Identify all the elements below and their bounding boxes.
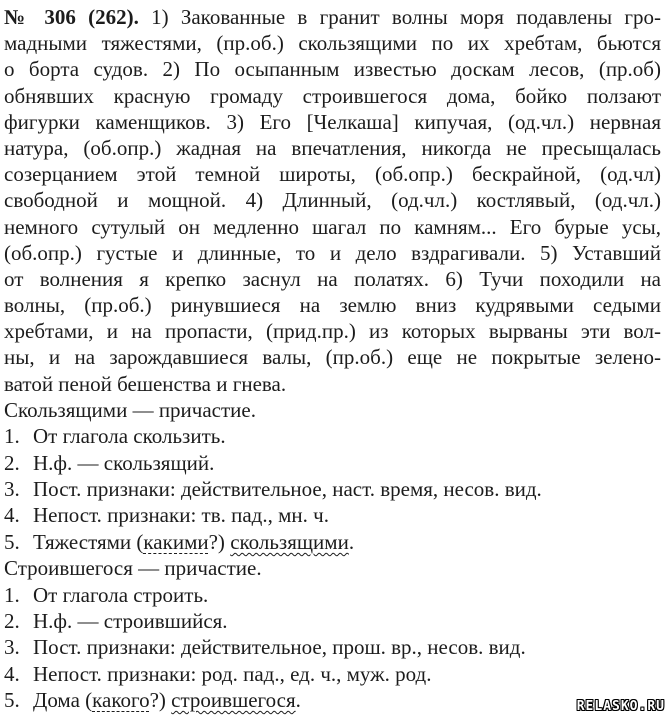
list-item-text [33, 687, 661, 713]
item5-prefix: Тяжестями ( [33, 529, 144, 554]
paragraph-line [4, 4, 661, 30]
analysis-block-skolzyashchimi [4, 397, 661, 555]
list-item-number: 3. [4, 635, 20, 660]
list-item-text: От глагола строить. [33, 582, 209, 607]
paragraph-line: от волнения я крепко заснул на полатях. 6) Тучи походили на [4, 266, 661, 291]
list-item-number: 4. [4, 661, 20, 686]
participle-word: скользящими [230, 529, 349, 554]
paragraph-line: хребтами, и на пропасти, (прид.пр.) из которых вырваны эти вол- [4, 319, 661, 344]
watermark-logo: RELASKO.RU [576, 699, 665, 714]
list-item [4, 582, 661, 608]
analysis-title: Строившегося — причастие. [4, 556, 262, 581]
list-item-number: 2. [4, 450, 20, 475]
list-item-text: От глагола скользить. [33, 424, 226, 449]
paragraph-line: о борта судов. 2) По осыпанным известью доскам лесов, (пр.об) [4, 57, 661, 82]
list-item-number: 1. [4, 582, 20, 607]
question-word: какого [92, 688, 150, 713]
analysis-title: Скользящими — причастие. [4, 397, 256, 422]
exercise-paragraph [4, 4, 661, 397]
item5-end: . [348, 529, 355, 554]
list-item [4, 529, 661, 555]
list-item-text [33, 529, 661, 555]
item5-end: . [295, 688, 301, 713]
list-item-number: 2. [4, 608, 20, 633]
item5-mid: ?) [208, 529, 231, 554]
paragraph-line: (об.опр.) густые и длинные, то и дело вздрагивали. 5) Уставший [4, 240, 661, 265]
list-item [4, 608, 661, 634]
list-item-text: Пост. признаки: действительное, прош. вр., несов. вид. [33, 635, 526, 660]
list-item-text: Н.ф. — скользящий. [33, 450, 215, 475]
exercise-number: № 306 (262). [4, 5, 139, 29]
list-item-text: Н.ф. — строившийся. [33, 608, 228, 633]
list-item [4, 661, 661, 687]
item5-mid: ?) [149, 688, 172, 713]
list-item [4, 502, 661, 528]
paragraph-line: немного сутулый он медленно шагал по камням... Его бурые усы, [4, 214, 661, 239]
item5-prefix: Дома ( [33, 688, 93, 713]
list-item-number: 3. [4, 476, 20, 501]
paragraph-line-text: 1) Закованные в гранит волны моря подавлены гро- [138, 5, 661, 29]
list-item-text: Непост. признаки: тв. пад., мн. ч. [33, 503, 329, 528]
list-item [4, 687, 661, 713]
paragraph-line: мадными тяжестями, (пр.об.) скользящими по их хребтам, бьются [4, 31, 661, 56]
paragraph-line: натура, (об.опр.) жадная на впечатления, никогда не пресыщалась [4, 135, 661, 160]
list-item-number: 1. [4, 424, 20, 449]
list-item-text: Непост. признаки: род. пад., ед. ч., муж. род. [33, 661, 432, 686]
list-item-number: 5. [4, 688, 20, 713]
list-item-text: Пост. признаки: действительное, наст. время, несов. вид. [33, 476, 542, 501]
paragraph-line: фигурки каменщиков. 3) Его [Челкаша] кипучая, (од.чл.) нервная [4, 109, 661, 134]
analysis-block-stroivshegosya [4, 555, 661, 713]
paragraph-line: обнявших красную громаду строившегося дома, бойко ползают [4, 83, 661, 108]
paragraph-line: ватой пеной бешенства и гнева. [4, 371, 287, 396]
list-item [4, 450, 661, 476]
paragraph-line: волны, (пр.об.) ринувшиеся на землю вниз кудрявыми седыми [4, 293, 661, 318]
paragraph-line: свободной и мощной. 4) Длинный, (од.чл.) костлявый, (од.чл.) [4, 188, 661, 213]
list-item [4, 634, 661, 660]
list-item-number: 5. [4, 529, 20, 554]
list-item [4, 476, 661, 502]
paragraph-line: ны, и на зарождавшиеся валы, (пр.об.) еще не покрытые зелено- [4, 345, 661, 370]
paragraph-line: созерцанием этой темной широты, (об.опр.) бескрайной, (од.чл) [4, 162, 661, 187]
participle-word: строившегося [171, 688, 296, 713]
list-item-number: 4. [4, 503, 20, 528]
list-item [4, 423, 661, 449]
question-word: какими [143, 529, 209, 554]
